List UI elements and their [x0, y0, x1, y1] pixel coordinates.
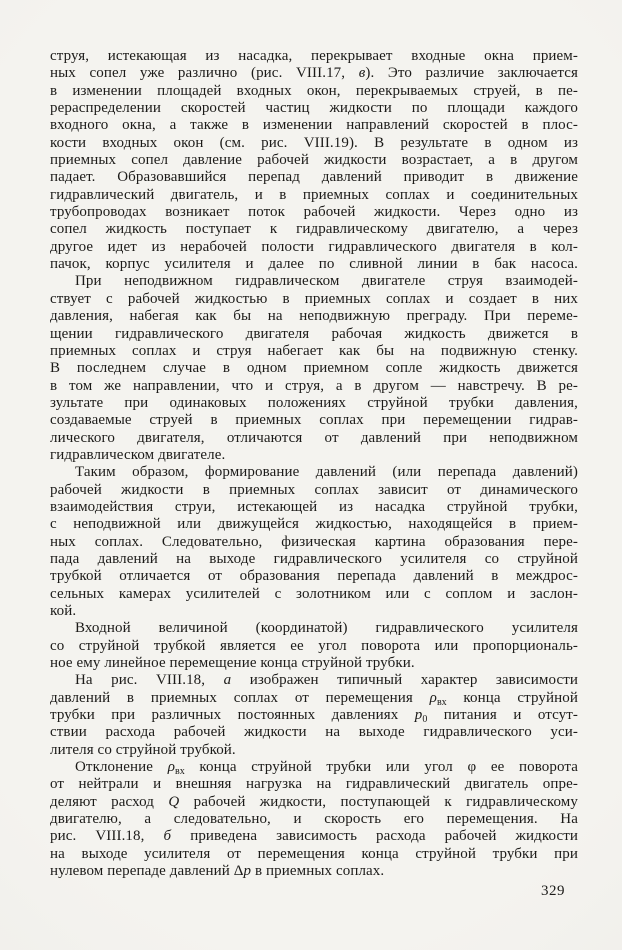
text-segment: трубки при различных постоянных давлениях	[50, 707, 415, 724]
text-line: входного окна, а также в изменении направлений скоростей в плос-	[50, 117, 578, 134]
text-line	[50, 794, 578, 811]
text-line: от нейтрали и внешняя нагрузка на гидравлический двигатель опре-	[50, 776, 578, 793]
text-segment: На рис. VIII.18,	[75, 672, 224, 689]
text-line: на выходе усилителя от перемещения конца струйной трубки при	[50, 845, 578, 862]
italic-symbol: p	[414, 707, 423, 724]
text-line	[50, 828, 578, 845]
text-line: струя, истекающая из насадка, перекрывает входные окна прием-	[50, 48, 578, 64]
text-line: лителя со струйной трубкой.	[50, 741, 236, 758]
text-line: взаимодействия струи, истекающей из насадка струйной трубки,	[50, 498, 578, 515]
text-line: приемных сопел давление рабочей жидкости возрастает, а в другом	[50, 152, 578, 169]
text-line	[50, 707, 578, 724]
text-line: Входной величиной (координатой) гидравлического усилителя	[75, 620, 578, 637]
text-line: ствии расхода рабочей жидкости на выходе гидравлического уси-	[50, 724, 578, 741]
text-line: ное ему линейное перемещение конца струйной трубки.	[50, 655, 415, 672]
text-segment: давлений в приемных соплах от перемещения	[50, 689, 430, 706]
paragraph-2	[50, 273, 578, 464]
text-line	[50, 672, 578, 689]
italic-symbol: Q	[168, 793, 180, 810]
italic-symbol: в	[358, 65, 366, 82]
text-line	[50, 759, 578, 776]
italic-symbol: б	[163, 828, 172, 845]
text-segment: изображен типичный характер зависимости	[231, 672, 578, 689]
text-segment: в приемных соплах.	[251, 863, 385, 880]
text-segment: ных сопел уже различно (рис. VIII.17,	[50, 65, 359, 82]
text-line: рабочей жидкости в приемных соплах зависит от динамического	[50, 481, 578, 498]
text-line: лического двигателя, отличаются от давлений при неподвижном	[50, 429, 578, 446]
text-segment: конца струйной трубки или угол φ ее поворота	[184, 759, 578, 776]
text-segment: деляют расход	[50, 793, 169, 810]
text-line: ных соплах. Следовательно, физическая картина образования пере-	[50, 533, 578, 550]
text-line: При неподвижном гидравлическом двигателе струя взаимодей-	[75, 273, 578, 290]
text-line: приемных соплах и струя набегает как бы на подвижную стенку.	[50, 342, 578, 359]
italic-symbol: ρ	[429, 689, 437, 706]
italic-symbol: p	[243, 863, 252, 880]
subscript-text: вх	[175, 766, 185, 777]
text-line: пада давлений на выходе гидравлического усилителя со струйной	[50, 550, 578, 567]
text-line: ствует с рабочей жидкостью в приемных соплах и создает в них	[50, 290, 578, 307]
paragraph-1	[50, 48, 578, 273]
paragraph-6	[50, 759, 578, 880]
text-line: сельных камерах усилителей с золотником или с соплом и заслон-	[50, 585, 578, 602]
text-line: сопел жидкость поступает к гидравлическому двигателю, а через	[50, 221, 578, 238]
text-segment: Отклонение	[75, 759, 168, 776]
text-line: в том же направлении, что и струя, а в другом — навстречу. В ре-	[50, 377, 578, 394]
text-line: трубопроводах возникает поток рабочей жидкости. Через одно из	[50, 204, 578, 221]
paragraph-5	[50, 672, 578, 759]
text-segment: рабочей жидкости, поступающей к гидравлическому	[179, 793, 578, 810]
paragraph-3	[50, 464, 578, 620]
text-line: другое идет из нерабочей полости гидравлического двигателя в кол-	[50, 238, 578, 255]
text-segment: рис. VIII.18,	[50, 828, 164, 845]
text-line: В последнем случае в одном приемном сопле жидкость движется	[50, 360, 578, 377]
text-line: Таким образом, формирование давлений (или перепада давлений)	[75, 464, 578, 481]
text-line: пачок, корпус усилителя и далее по сливной линии в бак насоса.	[50, 256, 578, 273]
text-segment: нулевом перепаде давлений Δ	[50, 863, 244, 880]
text-line	[50, 863, 578, 880]
subscript-text: 0	[422, 714, 428, 725]
paragraph-4	[50, 620, 578, 672]
text-line: двигателю, а следовательно, и скорость его перемещения. На	[50, 811, 578, 828]
text-line: со струйной трубкой является ее угол поворота или пропорциональ-	[50, 637, 578, 654]
italic-symbol: ρ	[167, 759, 175, 776]
text-line: трубкой отличается от образования перепада давлений в междрос-	[50, 568, 578, 585]
text-line: щении гидравлического двигателя рабочая жидкость движется в	[50, 325, 578, 342]
page-text	[50, 48, 578, 881]
text-line: гидравлический двигатель, и в приемных соплах и соединительных	[50, 186, 578, 203]
text-line: рераспределении скоростей частиц жидкости по площади каждого	[50, 100, 578, 117]
text-segment: питания и отсут-	[427, 707, 578, 724]
text-line	[50, 690, 578, 707]
text-line: с неподвижной или движущейся жидкостью, находящейся в прием-	[50, 516, 578, 533]
text-line: кой.	[50, 603, 77, 619]
text-segment: приведена зависимость расхода рабочей жидкости	[171, 828, 578, 845]
text-line: кости входных окон (см. рис. VIII.19). В результате в одном из	[50, 134, 578, 151]
text-line: создаваемые струей в приемных соплах при перемещении гидрав-	[50, 412, 578, 429]
subscript-text: вх	[436, 696, 447, 708]
text-line: падает. Образовавшийся перепад давлений приводит в движение	[50, 169, 578, 186]
text-line: давления, набегая как бы на неподвижную преграду. При переме-	[50, 308, 578, 325]
italic-symbol: а	[223, 672, 232, 689]
text-line: в изменении площадей входных окон, перекрываемых струей, в пе-	[50, 82, 578, 99]
text-segment: ). Это различие заключается	[365, 65, 578, 82]
page-number: 329	[541, 883, 565, 899]
text-line: зультате при одинаковых положениях струйной трубки давления,	[50, 394, 578, 411]
text-line	[50, 65, 578, 82]
text-segment: конца струйной	[446, 689, 578, 706]
text-line: гидравлическом двигателе.	[50, 446, 226, 463]
